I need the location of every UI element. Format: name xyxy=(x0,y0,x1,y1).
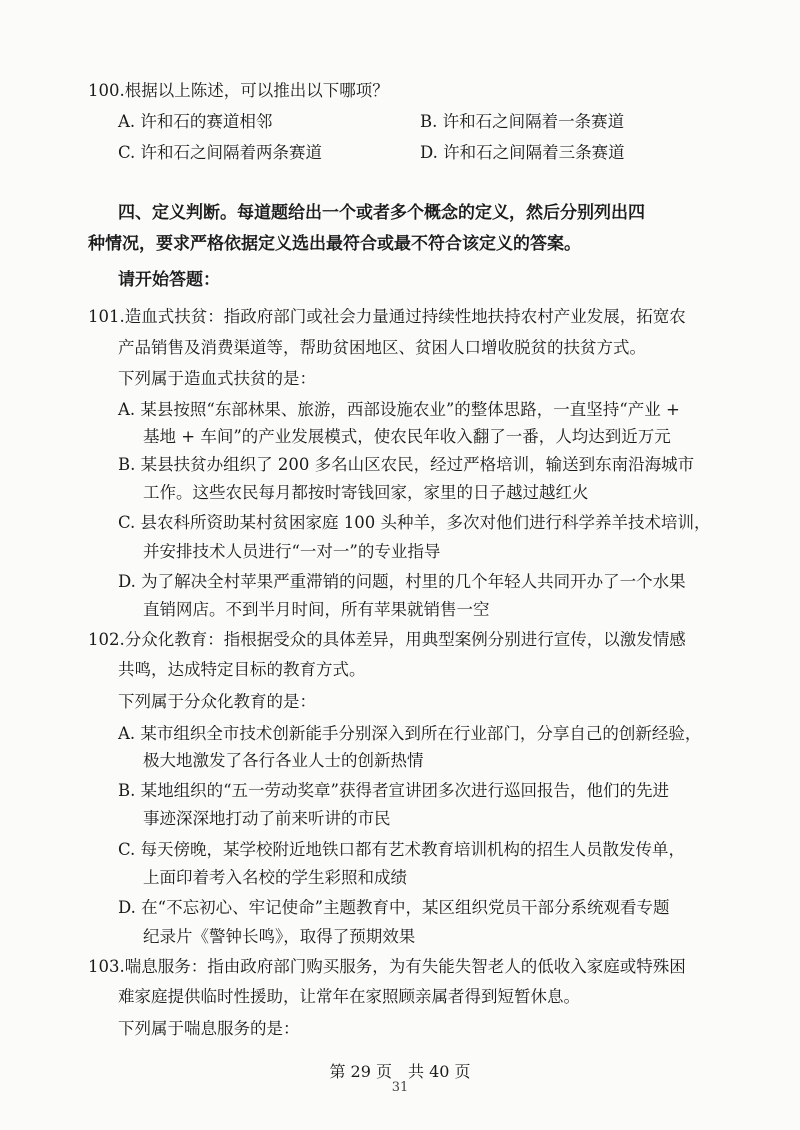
q102-question: 下列属于分众化教育的是： xyxy=(118,692,316,711)
q101-option-c-line1: C. 县农科所资助某村贫困家庭 100 头种羊，多次对他们进行科学养羊技术培训， xyxy=(118,513,711,532)
q100-option-b: B. 许和石之间隔着一条赛道 xyxy=(420,112,625,131)
q101-question: 下列属于造血式扶贫的是： xyxy=(118,369,316,388)
q102-option-d-line2: 纪录片《警钟长鸣》，取得了预期效果 xyxy=(143,927,416,946)
q101-definition-line2: 产品销售及消费渠道等，帮助贫困地区、贫困人口增收脱贫的扶贫方式。 xyxy=(118,338,646,357)
section-title-line2: 种情况，要求严格依据定义选出最符合或最不符合该定义的答案。 xyxy=(88,234,581,254)
sheet-number: 31 xyxy=(391,1080,409,1095)
section-start: 请开始答题： xyxy=(118,270,220,290)
q100-option-d: D. 许和石之间隔着三条赛道 xyxy=(420,143,625,162)
q100-option-c: C. 许和石之间隔着两条赛道 xyxy=(118,143,323,162)
page-number: 第 29 页 共 40 页 xyxy=(329,1062,471,1081)
q102-option-d-line1: D. 在“不忘初心、牢记使命”主题教育中，某区组织党员干部分系统观看专题 xyxy=(118,898,670,917)
q102-option-b-line1: B. 某地组织的“五一劳动奖章”获得者宣讲团多次进行巡回报告，他们的先进 xyxy=(118,781,669,800)
q101-option-c-line2: 并安排技术人员进行“一对一”的专业指导 xyxy=(143,542,441,561)
q102-option-a-line2: 极大地激发了各行各业人士的创新热情 xyxy=(143,751,424,770)
q101-option-d-line2: 直销网店。不到半月时间，所有苹果就销售一空 xyxy=(143,600,490,619)
q101-definition-line1: 101.造血式扶贫：指政府部门或社会力量通过持续性地扶持农村产业发展，拓宽农 xyxy=(88,307,686,326)
q102-definition-line2: 共鸣，达成特定目标的教育方式。 xyxy=(118,660,366,679)
q102-option-a-line1: A. 某市组织全市技术创新能手分别深入到所在行业部门，分享自己的创新经验， xyxy=(118,724,702,743)
q102-option-c-line2: 上面印着考入名校的学生彩照和成绩 xyxy=(143,868,407,887)
q100-stem: 100.根据以上陈述，可以推出以下哪项？ xyxy=(88,81,389,100)
q101-option-b-line2: 工作。这些农民每月都按时寄钱回家，家里的日子越过越红火 xyxy=(143,483,589,502)
q102-option-c-line1: C. 每天傍晚，某学校附近地铁口都有艺术教育培训机构的招生人员散发传单， xyxy=(118,840,686,859)
q102-definition-line1: 102.分众化教育：指根据受众的具体差异，用典型案例分别进行宣传，以激发情感 xyxy=(88,630,686,649)
section-title-line1: 四、定义判断。每道题给出一个或者多个概念的定义，然后分别列出四 xyxy=(118,203,645,223)
q101-option-a-line2: 基地 + 车间”的产业发展模式，使农民年收入翻了一番，人均达到近万元 xyxy=(143,427,671,446)
q101-option-d-line1: D. 为了解决全村苹果严重滞销的问题，村里的几个年轻人共同开办了一个水果 xyxy=(118,572,686,591)
q101-option-a-line1: A. 某县按照“东部林果、旅游，西部设施农业”的整体思路，一直坚持“产业 + xyxy=(118,400,680,419)
q103-definition-line1: 103.喘息服务：指由政府部门购买服务，为有失能失智老人的低收入家庭或特殊困 xyxy=(88,957,686,976)
q100-option-a: A. 许和石的赛道相邻 xyxy=(118,112,273,131)
q103-question: 下列属于喘息服务的是： xyxy=(118,1019,300,1038)
q102-option-b-line2: 事迹深深地打动了前来听讲的市民 xyxy=(143,809,391,828)
q103-definition-line2: 难家庭提供临时性援助，让常年在家照顾亲属者得到短暂休息。 xyxy=(118,987,580,1006)
q101-option-b-line1: B. 某县扶贫办组织了 200 多名山区农民，经过严格培训，输送到东南沿海城市 xyxy=(118,455,695,474)
